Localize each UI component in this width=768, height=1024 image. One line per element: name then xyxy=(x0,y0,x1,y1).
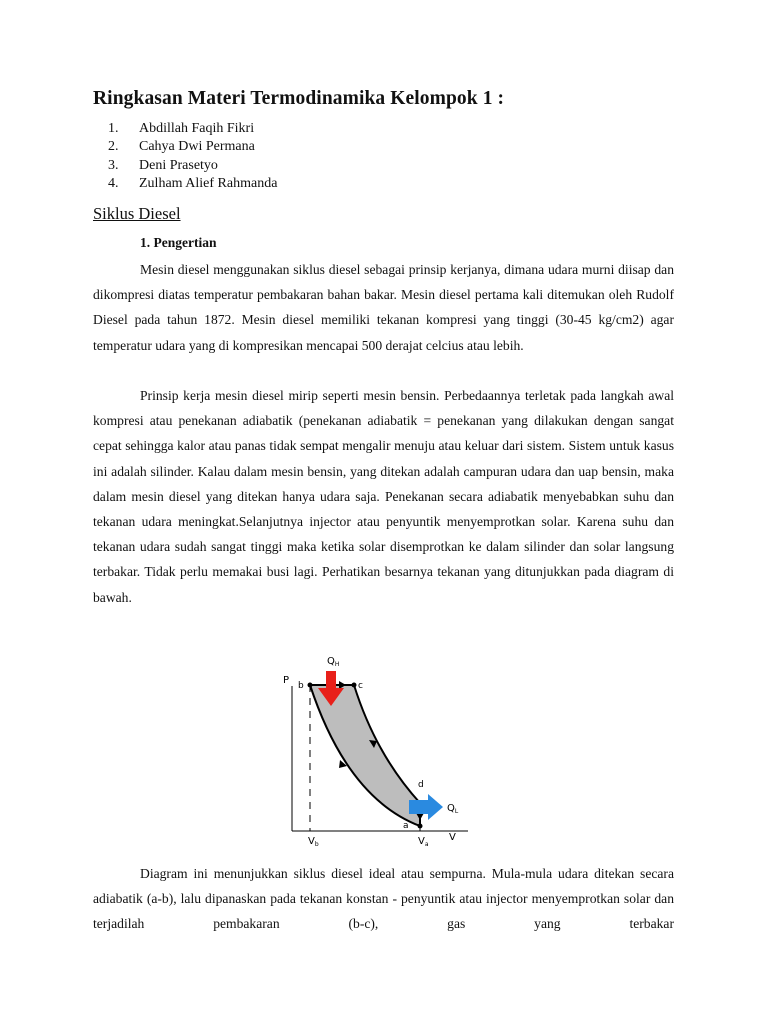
section-title: Siklus Diesel xyxy=(93,204,181,223)
point-a-label: a xyxy=(403,821,409,831)
member-name: Abdillah Faqih Fikri xyxy=(139,121,255,136)
qh-label: $Q_H$ xyxy=(327,656,340,668)
member-name: Cahya Dwi Permana xyxy=(139,139,255,155)
point-b-label: b xyxy=(298,681,304,691)
axis-v-label: V xyxy=(449,832,456,843)
list-item xyxy=(108,175,277,193)
list-item xyxy=(108,138,277,156)
paragraph-1: Mesin diesel menggunakan siklus diesel sebagai prinsip kerjanya, dimana udara murni diisap dan dikompresi diatas temperatur pembakaran bahan bakar. Mesin diesel pertama kali ditemukan oleh Rudolf Diesel pada tahun 1872. Mesin diesel memiliki tekanan kompresi yang tinggi (30-45 kg/cm2) agar temperatur udara yang di kompresikan mencapai 500 derajat celcius atau lebih. xyxy=(93,262,674,353)
member-name: Deni Prasetyo xyxy=(139,157,218,173)
member-list xyxy=(108,120,277,193)
point-b-marker xyxy=(308,683,313,688)
list-item xyxy=(108,157,277,175)
point-c-label: c xyxy=(358,681,363,691)
subsection-title: 1. Pengertian xyxy=(140,235,217,250)
point-a-marker xyxy=(418,824,423,829)
point-d-label: d xyxy=(418,780,424,790)
list-item xyxy=(108,120,277,138)
diesel-cycle-diagram xyxy=(278,650,478,855)
paragraph-2: Prinsip kerja mesin diesel mirip seperti mesin bensin. Perbedaannya terletak pada langkah awal kompresi atau penekanan adiabatik (penekanan adiabatik = penekanan yang dilakukan dengan sangat cepat sehingga kalor atau panas tidak sempat mengalir menuju atau keluar dari sistem. Sistem untuk kasus ini adalah silinder. Kalau dalam mesin bensin, yang ditekan adalah campuran udara dan uap bensin, maka dalam mesin diesel yang ditekan hanya udara saja. Penekanan secara adiabatik menyebabkan suhu dan tekanan udara meningkat.Selanjutnya injector atau penyuntik menyemprotkan solar. Karena suhu dan tekanan udara sudah sangat tinggi maka ketika solar disemprotkan ke dalam silinder dan solar langsung terbakar. Tidak perlu memakai busi lagi. Perhatikan besarnya tekanan yang ditunjukkan pada diagram di bawah. xyxy=(93,388,674,605)
list-number: 1. xyxy=(108,121,119,136)
cycle-area xyxy=(310,685,420,826)
member-name: Zulham Alief Rahmanda xyxy=(139,175,278,191)
list-number: 3. xyxy=(108,157,119,173)
list-number: 4. xyxy=(108,175,119,191)
list-number: 2. xyxy=(108,139,119,155)
vb-label: $V_b$ xyxy=(308,836,319,848)
ql-label: $Q_L$ xyxy=(447,803,459,815)
point-c-marker xyxy=(352,683,357,688)
paragraph-3: Diagram ini menunjukkan siklus diesel ideal atau sempurna. Mula-mula udara ditekan secara adiabatik (a-b), lalu dipanaskan pada tekanan konstan - penyuntik atau injector menyemprotkan solar dan terjadilah pembakaran (b-c), gas yang terbakar xyxy=(93,866,674,932)
document-title: Ringkasan Materi Termodinamika Kelompok 1 : xyxy=(93,88,505,109)
axis-p-label: P xyxy=(283,675,290,686)
va-label: $V_a$ xyxy=(418,836,429,848)
